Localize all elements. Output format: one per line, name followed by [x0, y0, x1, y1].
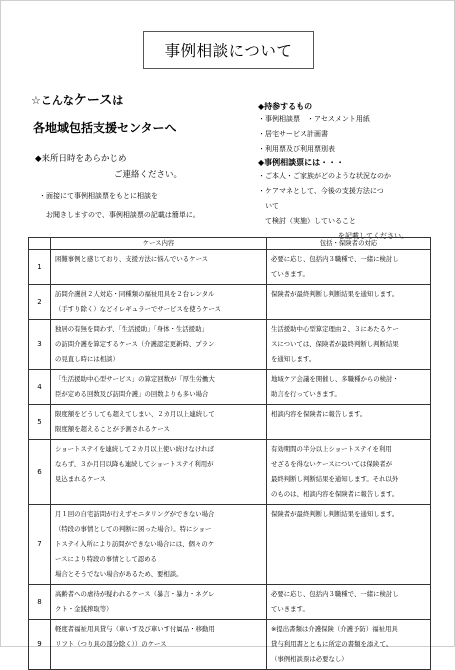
- response-line: 貸与利用書とともに所定の書類を添えて。: [271, 640, 393, 648]
- header-case-content: ケース内容: [51, 238, 267, 250]
- response-line: ※提出書類は介護保険（介護予防）福祉用具: [271, 625, 398, 633]
- form-heading: ◆事例相談票には・・・: [258, 158, 345, 167]
- case-content-line: クト・金銭搾取等）: [55, 605, 113, 613]
- case-content-cell: [51, 370, 267, 405]
- table-row: [29, 250, 431, 285]
- case-content-cell: [51, 505, 267, 585]
- right-column: [258, 101, 448, 243]
- visit-line-1: ◆来所日時をあらかじめ: [35, 154, 127, 164]
- response-line: を通知します。: [271, 355, 316, 363]
- case-content-line: ショートステイを連続して２カ月以上使い続けなければ: [55, 445, 214, 453]
- bring-item: ・居宅サービス計画書: [258, 130, 328, 138]
- case-content-line: ースにより特段の事情として認める: [55, 555, 157, 563]
- case-content-line: 「生活援助中心型サービス」の算定回数が「厚生労働大: [55, 375, 215, 383]
- case-content-line: 困難事例と感じており、支援方法に悩んでいるケース: [55, 255, 209, 263]
- response-line: 助言を行っていきます。: [271, 390, 341, 398]
- form-item: ・ご本人・ご家族がどのような状況なのか: [258, 172, 391, 180]
- case-content-line: リフト（つり具の部分除く））のケース: [55, 640, 167, 648]
- response-line: 地域ケア会議を開催し、多職種からの検討・: [271, 375, 399, 383]
- response-line: せざるを得ないケースについては保険者が: [271, 460, 392, 468]
- table-row: [29, 320, 431, 370]
- response-line: のものは、相談内容を保険者に報告します。: [271, 490, 399, 498]
- case-content-cell: [51, 250, 267, 285]
- case-content-line: （手すり除く）などイレギュラーでサービスを使うケース: [55, 305, 221, 313]
- response-cell: [267, 585, 431, 620]
- case-content-line: （特段の事情としての判断に困った場合）。特にショー: [55, 525, 212, 533]
- case-content-line: 軽度者福祉用具貸与（車いす及び車いす付属品・移動用: [55, 625, 215, 633]
- response-cell: [267, 440, 431, 505]
- response-line: ていきます。: [271, 270, 309, 278]
- case-content-line: トステイ入所により訪問ができない場合には、個々のケ: [55, 540, 215, 548]
- case-content-line: 限度額を超えることが予測されるケース: [55, 425, 170, 433]
- case-content-line: の訪問介護を算定するケース（介護認定更新時、プラン: [55, 340, 215, 348]
- form-item: ・ケアマネとして、今後の支援方法につ: [258, 187, 384, 195]
- bring-heading: ◆持参するもの: [258, 102, 313, 111]
- case-content-line: 独居の有無を問わず、「生活援助」「身体・生活援助」: [55, 325, 208, 333]
- case-content-line: 見込まれるケース: [55, 475, 106, 483]
- case-content-cell: [51, 585, 267, 620]
- table-row: [29, 620, 431, 670]
- case-content-line: 場合とそうでない場合があるため、要相談。: [55, 570, 183, 578]
- response-cell: [267, 370, 431, 405]
- table-row: [29, 585, 431, 620]
- page-title: 事例相談について: [143, 31, 314, 69]
- row-number: 6: [29, 440, 51, 505]
- form-item: て検討（実施）していること: [258, 217, 356, 225]
- response-line: 有効期間の半分以上ショートステイを利用: [271, 445, 392, 453]
- note-line-1: ・面接にて事例相談票をもとに相談を: [39, 192, 158, 200]
- case-content-line: 高齢者への虐待が疑われるケース（暴言・暴力・ネグレ: [55, 590, 215, 598]
- bring-item: ・事例相談票 ・アセスメント用紙: [258, 115, 370, 123]
- table-row: [29, 505, 431, 585]
- case-table: [28, 237, 431, 670]
- case-content-line: 訪問介護員２人対応・同種類の福祉用具を２台レンタル: [55, 290, 215, 298]
- row-number: 9: [29, 620, 51, 670]
- response-line: スについては、保険者が最終判断し判断結果: [271, 340, 399, 348]
- response-line: 保険者が最終判断し判断結果を通知します。: [271, 290, 399, 298]
- response-line: ていきます。: [271, 605, 309, 613]
- table-row: [29, 405, 431, 440]
- header-number: [29, 238, 51, 250]
- form-item: いて: [258, 202, 279, 210]
- response-cell: [267, 620, 431, 670]
- case-content-line: の見直し時には相談）: [55, 355, 119, 363]
- row-number: 2: [29, 285, 51, 320]
- case-content-line: 臣が定める回数及び訪問介護」の回数よりも多い場合: [55, 390, 209, 398]
- visit-line-2: ご連絡ください。: [114, 170, 183, 180]
- response-cell: [267, 285, 431, 320]
- response-line: 保険者が最終判断し判断結果を通知します。: [271, 510, 399, 518]
- case-content-line: 月１回の自宅訪問が行えずモニタリングができない場合: [55, 510, 215, 518]
- case-content-cell: [51, 285, 267, 320]
- row-number: 7: [29, 505, 51, 585]
- case-content-line: ならず、３か月目以降も連続してショートステイ利用が: [55, 460, 214, 468]
- row-number: 3: [29, 320, 51, 370]
- case-heading-bold: ケース: [73, 93, 113, 108]
- response-line: 相談内容を保険者に報告します。: [271, 410, 367, 418]
- response-cell: [267, 250, 431, 285]
- bring-item: ・利用票及び利用票別表: [258, 145, 335, 153]
- row-number: 1: [29, 250, 51, 285]
- row-number: 4: [29, 370, 51, 405]
- response-line: 必要に応じ、包括内３職種で、一緒に検討し: [271, 590, 399, 598]
- response-line: 最終判断し判断結果を通知します。それ以外: [271, 475, 399, 483]
- response-line: 生活援助中心型算定理由２、３にあたるケー: [271, 325, 399, 333]
- table-header-row: [29, 238, 431, 250]
- case-content-line: 限度額をどうしても超えてしまい、２カ月以上連続して: [55, 410, 215, 418]
- header-response: 包括・保険者の対応: [267, 238, 431, 250]
- table-row: [29, 285, 431, 320]
- response-line: 必要に応じ、包括内３職種で、一緒に検討し: [271, 255, 399, 263]
- response-cell: [267, 405, 431, 440]
- response-cell: [267, 320, 431, 370]
- case-heading-suffix: は: [112, 94, 124, 107]
- form-closing: を記載してください。: [338, 232, 408, 240]
- response-line: （事例相談票は必要なし）: [271, 655, 348, 663]
- case-content-cell: [51, 320, 267, 370]
- case-content-cell: [51, 620, 267, 670]
- response-cell: [267, 505, 431, 585]
- row-number: 5: [29, 405, 51, 440]
- case-heading: [31, 89, 251, 108]
- note-line-2: お聞きしますので、事例相談票の記載は簡単に。: [46, 211, 200, 219]
- case-heading-prefix: ☆こんな: [31, 94, 74, 107]
- table-row: [29, 370, 431, 405]
- table-row: [29, 440, 431, 505]
- case-content-cell: [51, 440, 267, 505]
- case-content-cell: [51, 405, 267, 440]
- center-line: 各地域包括支援センターへ: [33, 121, 177, 135]
- row-number: 8: [29, 585, 51, 620]
